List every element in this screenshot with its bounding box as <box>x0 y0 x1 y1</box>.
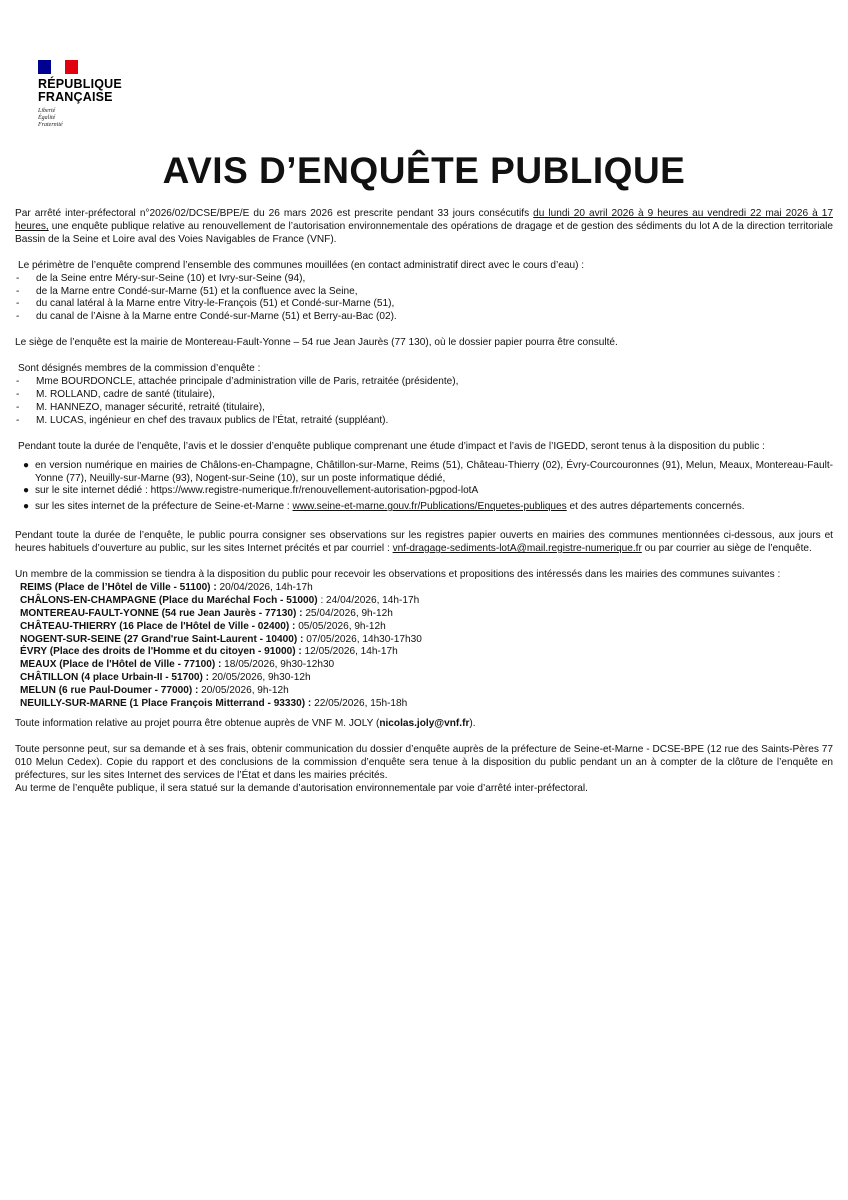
logo-text <box>38 78 148 104</box>
dash-marker: - <box>16 414 20 426</box>
notice-body <box>15 208 833 796</box>
closing-decision: Au terme de l’enquête publique, il sera statué sur la demande d’autorisation environnementale par voie d’arrêté inter-préfectoral. <box>15 782 588 794</box>
dash-marker: - <box>16 388 20 400</box>
permanence-place: MELUN (6 rue Paul-Doumer - 77000) : <box>20 685 199 697</box>
dash-marker: - <box>16 401 20 413</box>
permanence-place: REIMS (Place de l’Hôtel de Ville - 51100) : <box>20 581 217 593</box>
perimeter-item <box>15 286 833 299</box>
permanence-place: NOGENT-SUR-SEINE (27 Grand'rue Saint-Laurent - 10400) : <box>20 633 304 645</box>
intro-text-before: Par arrêté inter-préfectoral n°2026/02/DCSE/BPE/E du 26 mars 2026 est prescrite pendant 33 jours consécutifs <box>15 208 534 219</box>
perimeter-item-text: du canal de l’Aisne à la Marne entre Condé-sur-Marne (51) et Berry-au-Bac (02). <box>36 311 397 323</box>
observations-text-before: Pendant toute la durée de l’enquête, le public pourra consigner ses observations sur les registres papier ouverts en mairies des communes mentionnées ci-dessous, aux jours et heures habituels d’ouverture au public, sur les sites Internet précités et par courriel : <box>15 530 833 555</box>
permanence-item <box>15 672 833 685</box>
permanence-item <box>15 659 833 672</box>
availability-bullet <box>15 485 833 498</box>
contact-email[interactable]: nicolas.joly@vnf.fr <box>379 718 470 729</box>
observations-paragraph <box>15 530 833 556</box>
commission-member <box>15 415 833 428</box>
logo-line-1: RÉPUBLIQUE <box>38 77 122 91</box>
bullet-marker: ● <box>23 501 30 513</box>
permanence-item <box>15 608 833 621</box>
availability-bullet <box>15 460 833 486</box>
permanence-time: 25/04/2026, 9h-12h <box>302 607 393 619</box>
commission-member-text: M. HANNEZO, manager sécurité, retraité (titulaire), <box>36 401 265 413</box>
registry-email-link[interactable]: vnf-dragage-sediments-lotA@mail.registre-numerique.fr <box>392 543 642 555</box>
prefecture-link[interactable]: www.seine-et-marne.gouv.fr/Publications/Enquetes-publiques <box>292 501 567 513</box>
perimeter-lead: Le périmètre de l’enquête comprend l’ensemble des communes mouillées (en contact administratif direct avec le cours d’eau) : <box>18 259 585 271</box>
permanence-time: : 24/04/2026, 14h-17h <box>317 594 420 606</box>
permanence-time: 20/05/2026, 9h30-12h <box>209 672 311 684</box>
contact-paragraph <box>15 718 833 731</box>
bullet3-text-after: et des autres départements concernés. <box>566 501 745 513</box>
permanence-item <box>15 634 833 647</box>
motto-egalite: Égalité <box>38 115 56 121</box>
perimeter-item <box>15 311 833 324</box>
bullet-marker: ● <box>23 485 30 497</box>
dash-marker: - <box>16 311 20 323</box>
permanence-place: CHÂTEAU-THIERRY (16 Place de l'Hôtel de Ville - 02400) : <box>20 620 296 632</box>
commission-member-text: M. ROLLAND, cadre de santé (titulaire), <box>36 388 215 400</box>
perimeter-item-text: du canal latéral à la Marne entre Vitry-le-François (51) et Condé-sur-Marne (51), <box>36 298 395 310</box>
contact-text-before: Toute information relative au projet pourra être obtenue auprès de VNF M. JOLY ( <box>15 718 380 729</box>
permanence-place: ÉVRY (Place des droits de l'Homme et du citoyen - 91000) : <box>20 646 302 658</box>
permanences-lead: Un membre de la commission se tiendra à la disposition du public pour recevoir les observations et propositions des intéressés dans les mairies des communes suivantes : <box>15 569 781 581</box>
intro-text-after: une enquête publique relative au renouvellement de l’autorisation environnementale des opérations de dragage et de gestion des sédiments du lot A de la direction territoriale Bassin de la Seine et Loire aval des Voies Navigables de France (VNF). <box>15 220 833 245</box>
permanence-item <box>15 646 833 659</box>
permanence-item <box>15 685 833 698</box>
commission-member <box>15 376 833 389</box>
flag-icon <box>38 60 78 74</box>
perimeter-item <box>15 273 833 286</box>
permanence-time: 20/04/2026, 14h-17h <box>216 581 313 593</box>
permanence-time: 18/05/2026, 9h30-12h30 <box>221 659 335 671</box>
seat-paragraph: Le siège de l’enquête est la mairie de Montereau-Fault-Yonne – 54 rue Jean Jaurès (77 130), où le dossier papier pourra être consulté. <box>15 337 618 349</box>
logo-motto <box>38 108 148 129</box>
commission-member <box>15 402 833 415</box>
availability-bullet-text <box>35 501 745 514</box>
permanence-time: 22/05/2026, 15h-18h <box>311 698 408 710</box>
dash-marker: - <box>16 285 20 297</box>
availability-lead: Pendant toute la durée de l’enquête, l’avis et le dossier d’enquête publique comprenant une étude d’impact et l’avis de l’IGEDD, seront tenus à la disposition du public : <box>18 440 765 452</box>
permanence-time: 05/05/2026, 9h-12h <box>295 620 386 632</box>
logo-line-2: FRANÇAISE <box>38 90 113 104</box>
intro-paragraph <box>15 208 833 247</box>
bullet3-text-before: sur les sites internet de la préfecture de Seine-et-Marne : <box>35 501 293 513</box>
perimeter-item-text: de la Marne entre Condé-sur-Marne (51) et la confluence avec la Seine, <box>36 285 358 297</box>
commission-member-text: M. LUCAS, ingénieur en chef des travaux publics de l’État, retraité (suppléant). <box>36 414 389 426</box>
availability-bullet-text: sur le site internet dédié : https://www.registre-numerique.fr/renouvellement-autorisation-pgpod-lotA <box>35 485 479 497</box>
dash-marker: - <box>16 298 20 310</box>
permanence-item <box>15 582 833 595</box>
perimeter-item <box>15 298 833 311</box>
perimeter-item-text: de la Seine entre Méry-sur-Seine (10) et Ivry-sur-Seine (94), <box>36 272 306 284</box>
dash-marker: - <box>16 376 20 388</box>
permanence-time: 20/05/2026, 9h-12h <box>198 685 289 697</box>
availability-bullet-text: en version numérique en mairies de Châlons-en-Champagne, Châtillon-sur-Marne, Reims (51), Château-Thierry (02), Évry-Courcouronnes (91), Melun, Meaux, Montereau-Fault-Yonne (77), Neuilly-sur-Marne (93), Nogent-sur-Seine (10), sur un poste informatique dédié, <box>35 459 833 484</box>
permanence-item <box>15 698 833 711</box>
republique-francaise-logo <box>38 60 148 129</box>
permanence-place: MONTEREAU-FAULT-YONNE (54 rue Jean Jaurès - 77130) : <box>20 607 303 619</box>
permanence-item <box>15 595 833 608</box>
intro-dates: du lundi 20 avril 2026 à 9 heures au vendredi 22 mai 2026 à 17 heures, <box>15 208 833 232</box>
availability-bullet <box>15 501 833 514</box>
motto-fraternite: Fraternité <box>38 122 63 128</box>
page-title: AVIS D’ENQUÊTE PUBLIQUE <box>162 150 686 191</box>
closing-paragraph: Toute personne peut, sur sa demande et à ses frais, obtenir communication du dossier d’enquête auprès de la préfecture de Seine-et-Marne - DCSE-BPE (12 rue des Saints-Pères 77 010 Melun Cedex). Copie du rapport et des conclusions de la commission d’enquête sera tenue à la disposition du public pendant un an à compter de la clôture de l’enquête en préfectures, sur les sites Internet des services de l’État et dans les mairies précités. <box>15 743 833 781</box>
permanence-place: MEAUX (Place de l'Hôtel de Ville - 77100) : <box>20 659 222 671</box>
permanence-time: 07/05/2026, 14h30-17h30 <box>303 633 422 645</box>
observations-text-after: ou par courrier au siège de l’enquête. <box>641 543 812 555</box>
commission-lead: Sont désignés membres de la commission d’enquête : <box>18 363 261 375</box>
permanence-place: CHÂTILLON (4 place Urbain-II - 51700) : <box>20 672 210 684</box>
dash-marker: - <box>16 272 20 284</box>
permanence-item <box>15 621 833 634</box>
permanence-time: 12/05/2026, 14h-17h <box>301 646 398 658</box>
motto-liberte: Liberté <box>38 108 56 114</box>
commission-member-text: Mme BOURDONCLE, attachée principale d’administration ville de Paris, retraitée (présidente), <box>36 376 459 388</box>
commission-member <box>15 389 833 402</box>
permanence-place: CHÂLONS-EN-CHAMPAGNE (Place du Maréchal Foch - 51000) <box>20 594 318 606</box>
permanence-place: NEUILLY-SUR-MARNE (1 Place François Mitterrand - 93330) : <box>20 698 312 710</box>
bullet-marker: ● <box>23 459 30 471</box>
contact-text-after: ). <box>469 718 476 729</box>
